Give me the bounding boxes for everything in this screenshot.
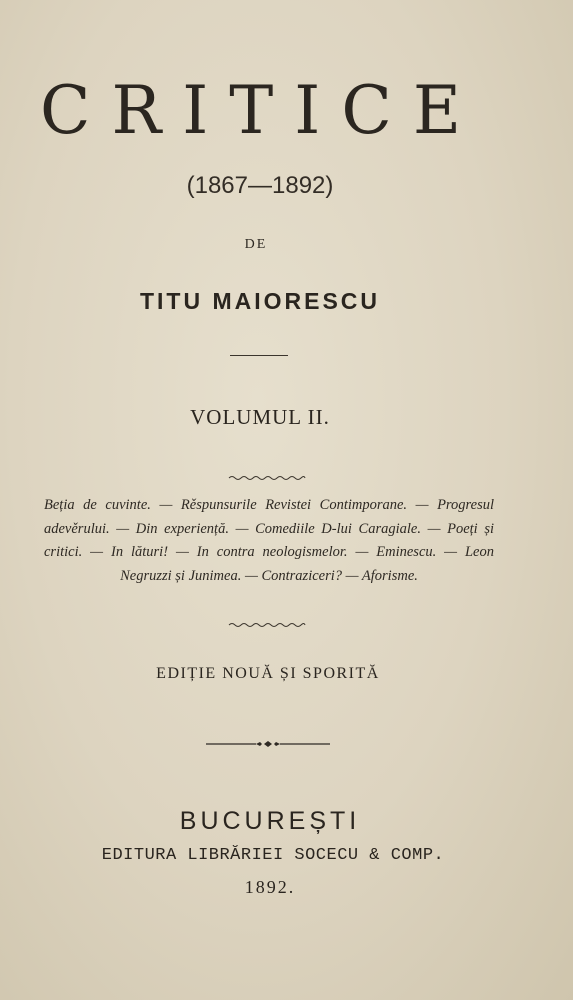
volume-label: VOLUMUL II. xyxy=(190,405,330,429)
author-name: TITU MAIORESCU xyxy=(139,288,381,314)
wavy-divider-bottom xyxy=(228,621,306,629)
publisher-name: EDITURA LIBRĂRIEI SOCECU & COMP. xyxy=(101,846,445,865)
by-label: DE xyxy=(244,237,268,252)
divider-rule xyxy=(230,355,288,356)
edition-label: EDIȚIE NOUĂ ȘI SPORITĂ xyxy=(156,665,380,682)
publication-year: 1892. xyxy=(244,877,296,897)
ornament-divider xyxy=(206,737,330,751)
wavy-divider-top xyxy=(228,474,306,482)
contents-list: Beția de cuvinte. — Rěspunsurile Revistei Contimporane. — Progresul adevěrului. — Din experiență. — Comediile D-lui Caragiale. — Poeți și critici. — In lături! — In contra neologismelor. — Eminescu. — Leon Negruzzi și Junimea. — Contraziceri? — Aforisme. xyxy=(44,497,494,584)
book-title: CRITICE xyxy=(40,72,483,149)
publication-city: BUCUREȘTI xyxy=(179,807,361,835)
year-range: (1867—1892) xyxy=(186,172,334,199)
